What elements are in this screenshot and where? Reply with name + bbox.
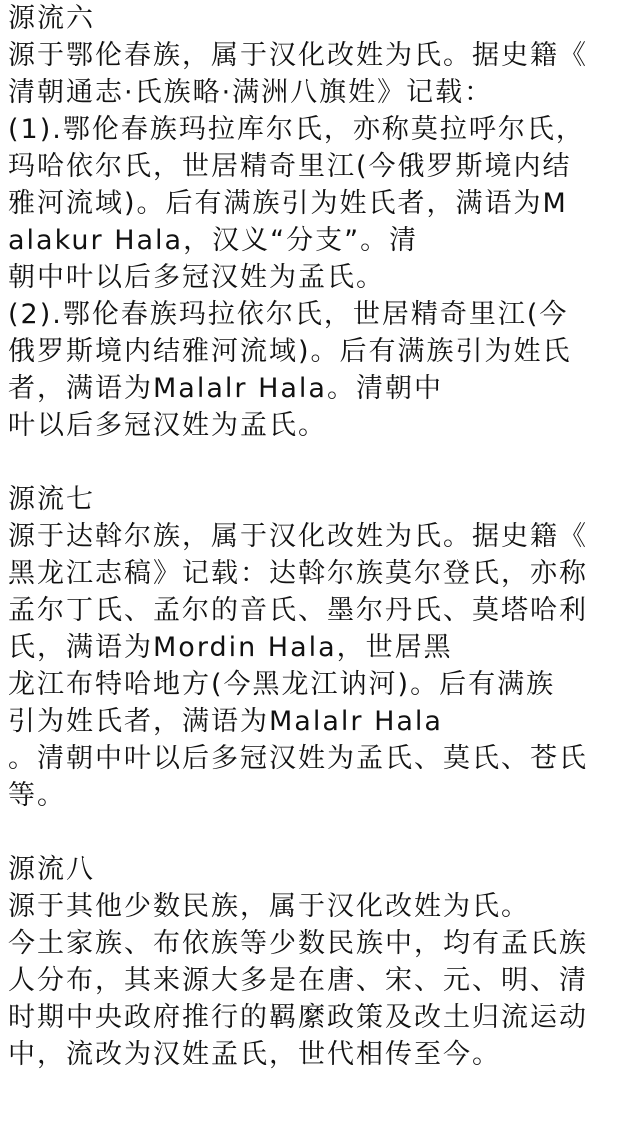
section-7-line: 引为姓氏者，满语为Malalr Hala xyxy=(8,706,443,737)
section-6-line: 玛哈依尔氏，世居精奇里江(今俄罗斯境内结 xyxy=(8,151,572,182)
section-6-line: 清朝通志·氏族略·满洲八旗姓》记载： xyxy=(8,77,494,108)
section-7-line: 黑龙江志稿》记载：达斡尔族莫尔登氏，亦称 xyxy=(8,558,588,589)
document-body xyxy=(8,0,632,1073)
section-6-line: (2).鄂伦春族玛拉依尔氏，世居精奇里江(今 xyxy=(8,299,569,330)
section-8-line: 源于其他少数民族，属于汉化改姓为氏。 xyxy=(8,891,530,922)
section-6-line: 叶以后多冠汉姓为孟氏。 xyxy=(8,410,327,441)
section-6-line: 俄罗斯境内结雅河流域)。后有满族引为姓氏 xyxy=(8,336,572,367)
section-8-line: 中，流改为汉姓孟氏，世代相传至今。 xyxy=(8,1039,501,1070)
section-6-line: 者，满语为Malalr Hala。清朝中 xyxy=(8,373,443,404)
section-7-line: 龙江布特哈地方(今黑龙江讷河)。后有满族 xyxy=(8,669,556,700)
section-spacer xyxy=(8,814,632,851)
section-7-line: 等。 xyxy=(8,780,66,811)
section-6-line: 源于鄂伦春族，属于汉化改姓为氏。据史籍《 xyxy=(8,40,588,71)
section-6-line: 朝中叶以后多冠汉姓为孟氏。 xyxy=(8,262,385,293)
section-8-line: 时期中央政府推行的羁縻政策及改土归流运动 xyxy=(8,1002,588,1033)
section-6-line: alakur Hala，汉义“分支”。清 xyxy=(8,225,419,256)
section-7-line: 孟尔丁氏、孟尔的音氏、墨尔丹氏、莫塔哈利 xyxy=(8,595,588,626)
section-title-8: 源流八 xyxy=(8,854,95,885)
section-6-line: (1).鄂伦春族玛拉库尔氏，亦称莫拉呼尔氏， xyxy=(8,114,585,145)
section-8-line: 今土家族、布依族等少数民族中，均有孟氏族 xyxy=(8,928,588,959)
section-6-line: 雅河流域)。后有满族引为姓氏者，满语为M xyxy=(8,188,568,219)
section-title-7: 源流七 xyxy=(8,484,95,515)
section-8-line: 人分布，其来源大多是在唐、宋、元、明、清 xyxy=(8,965,588,996)
section-7-line: 源于达斡尔族，属于汉化改姓为氏。据史籍《 xyxy=(8,521,588,552)
section-7-line: 。清朝中叶以后多冠汉姓为孟氏、莫氏、苍氏 xyxy=(8,743,588,774)
section-title-6: 源流六 xyxy=(8,3,95,34)
section-7-line: 氏，满语为Mordin Hala，世居黑 xyxy=(8,632,453,663)
section-spacer xyxy=(8,444,632,481)
